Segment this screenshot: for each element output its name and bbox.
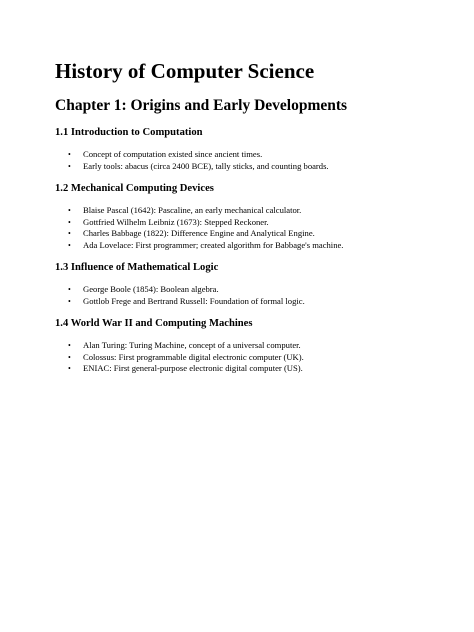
list-item xyxy=(55,340,434,352)
list-item-text: Early tools: abacus (circa 2400 BCE), tally sticks, and counting boards. xyxy=(83,160,329,171)
chapter-title: Chapter 1: Origins and Early Developments xyxy=(55,97,348,114)
list-item-text: Concept of computation existed since ancient times. xyxy=(83,149,263,159)
bullet-icon: • xyxy=(68,341,71,350)
bullet-icon: • xyxy=(68,217,71,227)
bullet-icon: • xyxy=(68,364,71,373)
section-list-1-1 xyxy=(55,149,434,172)
section-heading-1-3: 1.3 Influence of Mathematical Logic xyxy=(55,262,219,273)
list-item-text: Blaise Pascal (1642): Pascaline, an early mechanical calculator. xyxy=(83,205,302,215)
bullet-icon: • xyxy=(68,352,71,362)
list-item-text: Gottlob Frege and Bertrand Russell: Foundation of formal logic. xyxy=(83,295,305,306)
section-list-1-2 xyxy=(55,205,434,251)
list-item-text: Charles Babbage (1822): Difference Engine and Analytical Engine. xyxy=(83,228,315,238)
list-item xyxy=(55,296,434,308)
list-item xyxy=(55,205,434,217)
list-item xyxy=(55,149,434,161)
bullet-icon: • xyxy=(68,296,71,306)
list-item-text: Gottfried Wilhelm Leibniz (1673): Stepped Reckoner. xyxy=(83,216,269,227)
bullet-icon: • xyxy=(68,240,71,250)
list-item xyxy=(55,217,434,229)
section-heading-1-1: 1.1 Introduction to Computation xyxy=(55,127,203,138)
list-item-text: ENIAC: First general-purpose electronic digital computer (US). xyxy=(83,363,303,373)
list-item xyxy=(55,363,434,375)
list-item-text: Colossus: First programmable digital electronic computer (UK). xyxy=(83,351,304,362)
list-item-text: George Boole (1854): Boolean algebra. xyxy=(83,284,219,294)
section-heading-1-4: 1.4 World War II and Computing Machines xyxy=(55,318,253,329)
list-item xyxy=(55,352,434,364)
section-list-1-4 xyxy=(55,340,434,375)
section-heading-1-2: 1.2 Mechanical Computing Devices xyxy=(55,183,214,194)
list-item xyxy=(55,284,434,296)
list-item xyxy=(55,161,434,173)
bullet-icon: • xyxy=(68,229,71,238)
bullet-icon: • xyxy=(68,206,71,215)
bullet-icon: • xyxy=(68,161,71,171)
bullet-icon: • xyxy=(68,150,71,159)
list-item xyxy=(55,228,434,240)
list-item-text: Alan Turing: Turing Machine, concept of a universal computer. xyxy=(83,340,301,350)
bullet-icon: • xyxy=(68,285,71,294)
list-item-text: Ada Lovelace: First programmer; created algorithm for Babbage's machine. xyxy=(83,239,344,250)
list-item xyxy=(55,240,434,252)
section-list-1-3 xyxy=(55,284,434,307)
document-title: History of Computer Science xyxy=(55,59,315,83)
